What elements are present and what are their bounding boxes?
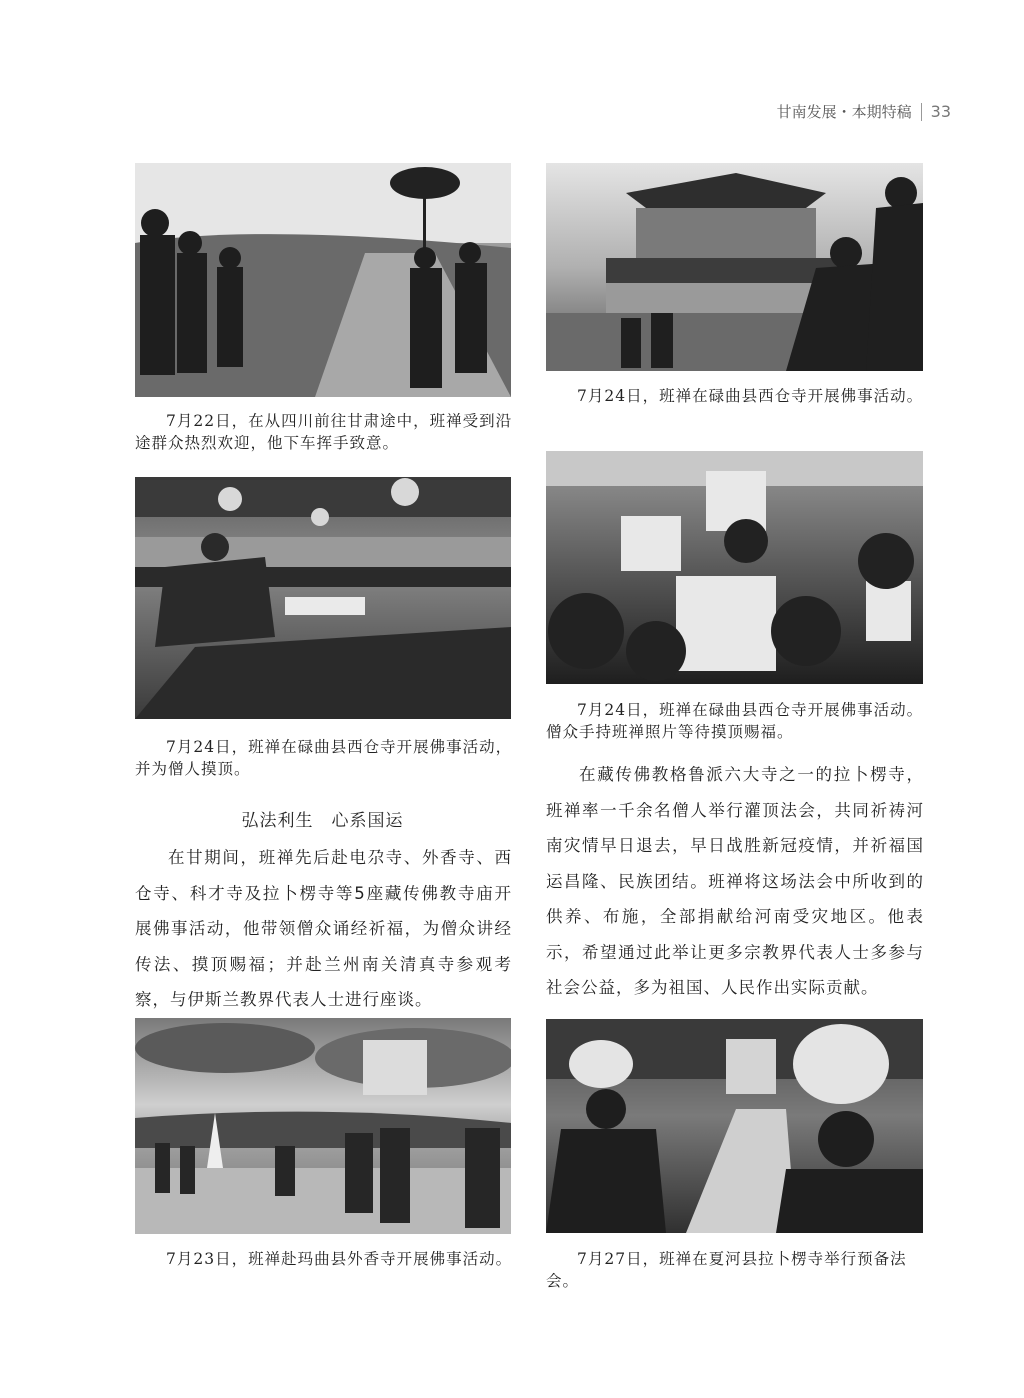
- caption-photo-1: 7月22日，在从四川前往甘肃途中，班禅受到沿途群众热烈欢迎，他下车挥手致意。: [135, 412, 513, 452]
- photo-greeting-crowd: [135, 163, 511, 397]
- caption-photo-3: 7月23日，班禅赴玛曲县外香寺开展佛事活动。: [166, 1250, 513, 1268]
- caption-photo-6: 7月27日，班禅在夏河县拉卜楞寺举行预备法会。: [546, 1250, 907, 1290]
- page-header: [777, 101, 951, 122]
- photo-monks-holding-portraits: [546, 451, 923, 684]
- caption-photo-4: 7月24日，班禅在碌曲县西仓寺开展佛事活动。: [577, 387, 924, 405]
- photo-labrang-ceremony: [546, 1019, 923, 1233]
- header-divider: [921, 103, 922, 121]
- caption-photo-5: 7月24日，班禅在碌曲县西仓寺开展佛事活动。僧众手持班禅照片等待摸顶赐福。: [546, 701, 924, 741]
- magazine-section-title: 甘南发展・本期特稿: [776, 103, 912, 121]
- page-number: 33: [930, 102, 951, 121]
- photo-hall-blessing: [135, 477, 511, 719]
- body-paragraph-2: 在藏传佛教格鲁派六大寺之一的拉卜楞寺，班禅率一千余名僧人举行灌顶法会，共同祈祷河南灾情早日退去，早日战胜新冠疫情，并祈福国运昌隆、民族团结。班禅将这场法会中所收到的供养、布施，全部捐献给河南受灾地区。他表示，希望通过此举让更多宗教界代表人士多参与社会公益，多为祖国、人民作出实际贡献。: [546, 765, 924, 997]
- section-title: 弘法利生 心系国运: [241, 811, 404, 831]
- photo-temple-xicang: [546, 163, 923, 371]
- body-paragraph-1: 在甘期间，班禅先后赴电尕寺、外香寺、西仓寺、科才寺及拉卜楞寺等5座藏传佛教寺庙开展佛事活动，他带领僧众诵经祈福，为僧众讲经传法、摸顶赐福；并赴兰州南关清真寺参观考察，与伊斯兰教界代表人士进行座谈。: [135, 848, 512, 1009]
- caption-photo-2: 7月24日，班禅在碌曲县西仓寺开展佛事活动，并为僧人摸顶。: [135, 738, 513, 778]
- photo-stupa-procession: [135, 1018, 511, 1234]
